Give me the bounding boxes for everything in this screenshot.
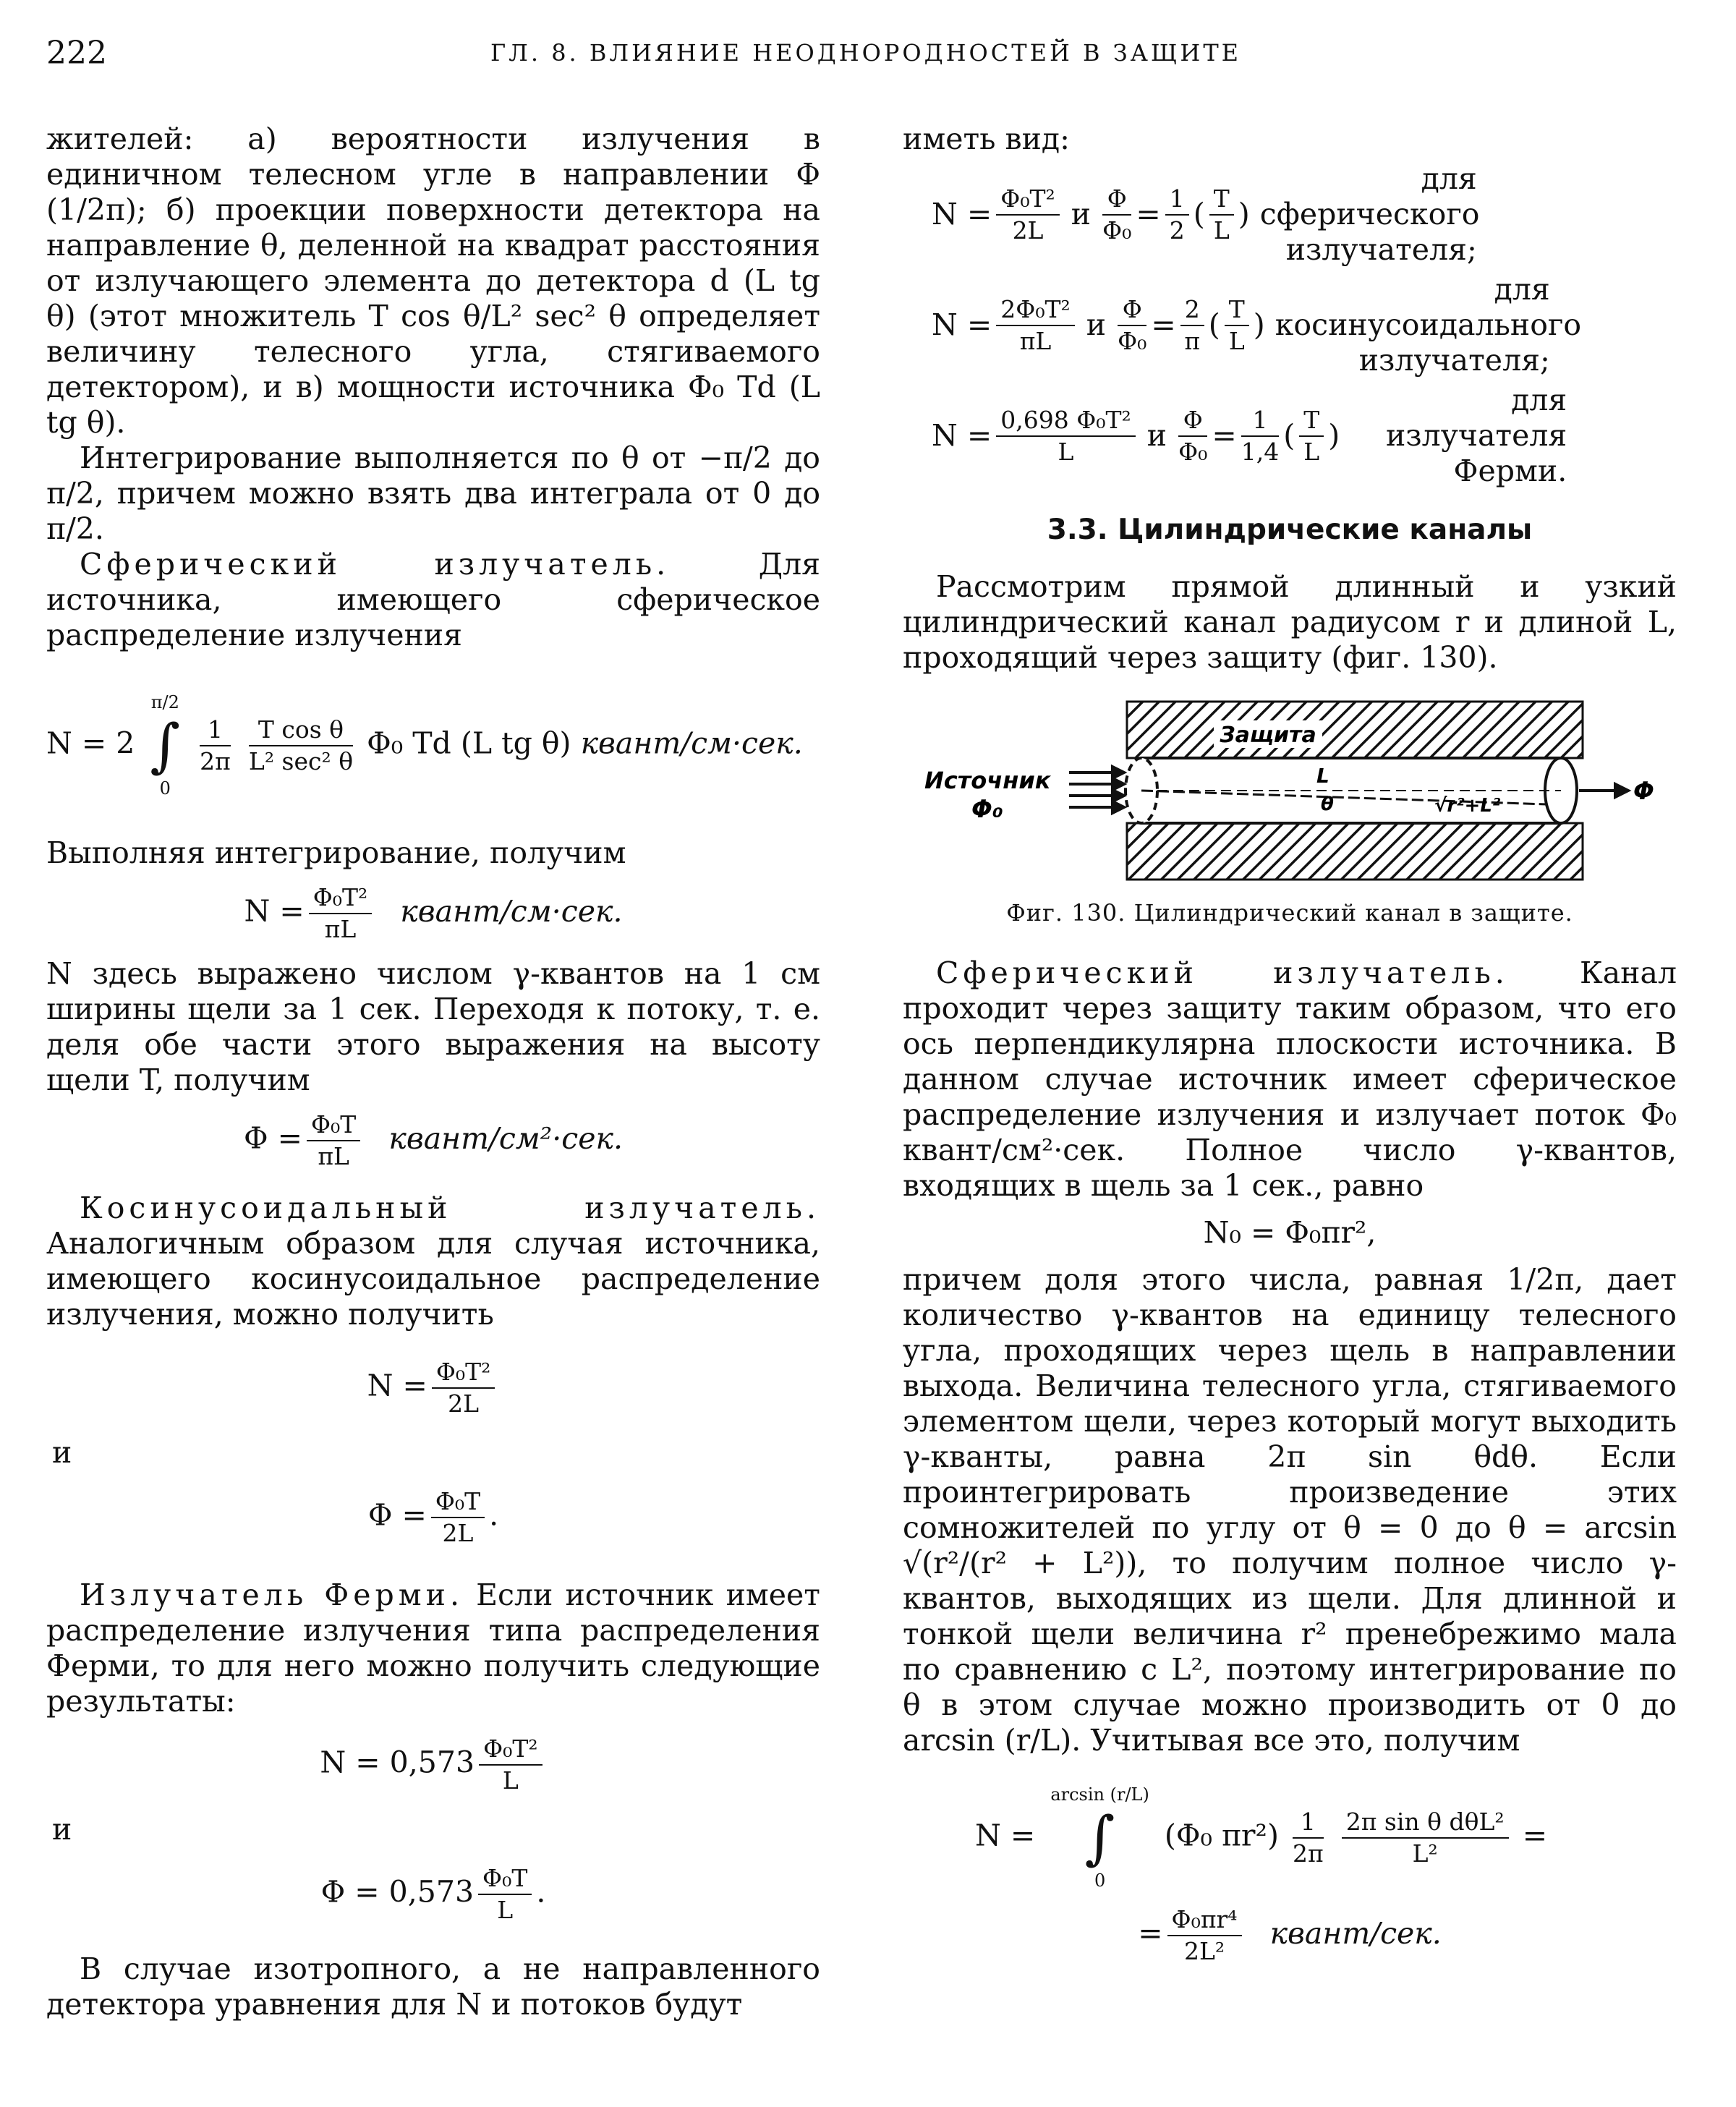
integral-lower-limit: 0: [1094, 1870, 1106, 1891]
fraction: $\frac{\text{T cos θ}}{\text{L² sec² θ}}$: [248, 715, 354, 775]
cylinder-channel-diagram: [903, 694, 1677, 890]
equation: = $\frac{\text{Φ₀πr⁴}}{\text{2L²}}$ квант/сек.: [1138, 1905, 1442, 1965]
equation-integral-channel: N = arcsin (r/L) ∫ 0 (Φ₀ πr²) $\frac{1}{2\pi}$ $\frac{\text{2π sin θ dθL²}}{\text{L²}}$ =: [903, 1777, 1677, 1899]
equation: N = $\frac{\text{Φ₀T²}}{\pi L}$ квант/см·сек.: [244, 883, 623, 943]
run-in-heading: Излучатель Ферми.: [80, 1578, 464, 1612]
equation: Φ = $\frac{\text{Φ₀T}}{2L}$ .: [367, 1487, 499, 1547]
page-number: 222: [46, 35, 107, 72]
paragraph: [46, 1578, 820, 1719]
paragraph-text: Если источник имеет распределение излучения типа распределения Ферми, то для него можно получить следующие результаты:: [46, 1578, 820, 1719]
eq-label: для сферического излучателя;: [1259, 161, 1480, 267]
eq-label: для косинусоидального излучателя;: [1275, 272, 1582, 378]
equation-integral-spherical: [46, 685, 820, 806]
paragraph: жителей: а) вероятности излучения в единичном телесном угле в направлении Φ (1/2π); б) проекции поверхности детектора на направление θ, деленной на квадрат расстояния от излучающего элемента до детектора d (L tg θ) (этот множитель T cos θ/L² sec² θ определяет величину телесного угла, стягиваемого детектором), и в) мощности источника Φ₀ Td (L tg θ).: [46, 122, 820, 440]
incoming-arrows: [1069, 767, 1124, 813]
equation: Φ = 0,573 $\frac{\text{Φ₀T}}{L}$ .: [320, 1864, 546, 1924]
running-title: ГЛ. 8. ВЛИЯНИЕ НЕОДНОРОДНОСТЕЙ В ЗАЩИТЕ: [490, 39, 1242, 67]
outgoing-arrow: [1579, 784, 1628, 797]
conjunction: и: [52, 1435, 72, 1470]
integral-upper-limit: arcsin (r/L): [1050, 1784, 1149, 1805]
run-in-heading: Сферический излучатель.: [80, 547, 671, 582]
equation-fermi: N = $\frac{\text{0,698 Φ₀T²}}{L}$ и $\frac{\Phi}{\text{Φ₀}}$ = $\frac{1}{1,4}$ ( $\frac{T}{L}$ ) для излучателя Ферми.: [932, 383, 1567, 488]
equation: N = 0,573 $\frac{\text{Φ₀T²}}{L}$: [46, 1734, 820, 1796]
paragraph: Выполняя интегрирование, получим: [46, 835, 626, 870]
page-header: [46, 35, 1685, 78]
paragraph: Интегрирование выполняется по θ от −π/2 до π/2, причем можно взять два интеграла от 0 до π/2.: [46, 440, 820, 546]
hypotenuse-label: √r²+L²: [1434, 795, 1501, 817]
source-label: Источник: [924, 767, 1051, 794]
eq-label: для излучателя Ферми.: [1385, 383, 1567, 488]
paragraph: [46, 1191, 820, 1332]
equation: N = $\frac{\text{Φ₀T²}}{2L}$: [46, 1357, 820, 1419]
paragraph-text: Для источника, имеющего сферическое распределение излучения: [46, 547, 820, 652]
eq-lhs: N = 2: [46, 725, 135, 761]
paragraph: Рассмотрим прямой длинный и узкий цилиндрический канал радиусом r и длиной L, проходящий через защиту (фиг. 130).: [903, 569, 1677, 675]
run-in-heading: Косинусоидальный излучатель.: [80, 1191, 820, 1225]
shield-label: Защита: [1220, 723, 1316, 748]
shield-top: [1127, 702, 1583, 758]
integral-lower-limit: 0: [159, 778, 171, 799]
integral-sign: π/2 ∫ 0: [150, 685, 180, 806]
equation-spherical: N = $\frac{\text{Φ₀T²}}{2L}$ и $\frac{\Phi}{\text{Φ₀}}$ = $\frac{1}{2}$ ( $\frac{T}{L}$ ) для сферического излучателя;: [932, 161, 1480, 267]
section-heading: 3.3. Цилиндрические каналы: [1047, 514, 1533, 546]
conjunction: и: [52, 1812, 72, 1847]
source-flux-label: Φ₀: [971, 795, 1003, 824]
figure-caption: Фиг. 130. Цилиндрический канал в защите.: [1006, 899, 1573, 927]
paragraph: [46, 547, 820, 653]
right-column: [903, 122, 1677, 1971]
integral-sign: arcsin (r/L) ∫ 0: [1050, 1777, 1149, 1899]
eq-term: Φ₀ Td (L tg θ): [367, 725, 571, 761]
fraction: $\frac{1}{2\pi}$: [200, 715, 231, 775]
paragraph-text: Аналогичным образом для случая источника, имеющего косинусоидальное распределение излучения, можно получить: [46, 1226, 820, 1332]
paragraph: причем доля этого числа, равная 1/2π, дает количество γ-квантов на единицу телесного угла, проходящих через щель в направлении выхода. Величина телесного угла, стягиваемого элементом щели, через который могут выходить γ-кванты, равна 2π sin θdθ. Если проинтегрировать произведение этих сомножителей по углу от θ = 0 до θ = arcsin √(r²/(r² + L²)), то получим полное число γ-квантов, выходящих из щели. Для длинной и тонкой щели величина r² пренебрежимо мала по сравнению с L², поэтому интегрирование по θ в этом случае можно производить от 0 до arcsin (r/L). Учитывая все это, получим: [903, 1262, 1677, 1758]
paragraph-text: Канал проходит через защиту таким образом, что его ось перпендикулярна плоскости источника. В данном случае источник имеет сферическое распределение излучения и излучает поток Φ₀ квант/см²·сек. Полное число γ-квантов, входящих в щель за 1 сек., равно: [903, 955, 1677, 1203]
equation-cosine: N = $\frac{\text{2Φ₀T²}}{\pi L}$ и $\frac{\Phi}{\text{Φ₀}}$ = $\frac{2}{\pi}$ ( $\frac{T}{L}$ ) для косинусоидального излучателя;: [932, 272, 1582, 378]
shield-bottom: [1127, 823, 1583, 880]
paragraph: N здесь выражено числом γ-квантов на 1 см ширины щели за 1 сек. Переходя к потоку, т. е. деля обе части этого выражения на высоту щели T, получим: [46, 956, 820, 1097]
equation: N₀ = Φ₀πr²,: [1203, 1215, 1377, 1250]
length-label: L: [1316, 764, 1329, 788]
integral-upper-limit: π/2: [150, 692, 179, 712]
equation: Φ = $\frac{\text{Φ₀T}}{\pi L}$ квант/см²·сек.: [244, 1110, 623, 1170]
left-column: [46, 122, 820, 2022]
figure-130: [903, 694, 1677, 890]
equation-group: [932, 161, 1677, 489]
paragraph: иметь вид:: [903, 122, 1070, 156]
eq-units: квант/см·сек.: [580, 725, 803, 761]
theta-label: θ: [1321, 793, 1334, 815]
exit-flux-label: Φ: [1633, 777, 1654, 806]
paragraph: [903, 955, 1677, 1204]
paragraph: В случае изотропного, а не направленного детектора уравнения для N и потоков будут: [46, 1951, 820, 2022]
run-in-heading: Сферический излучатель.: [936, 955, 1509, 990]
